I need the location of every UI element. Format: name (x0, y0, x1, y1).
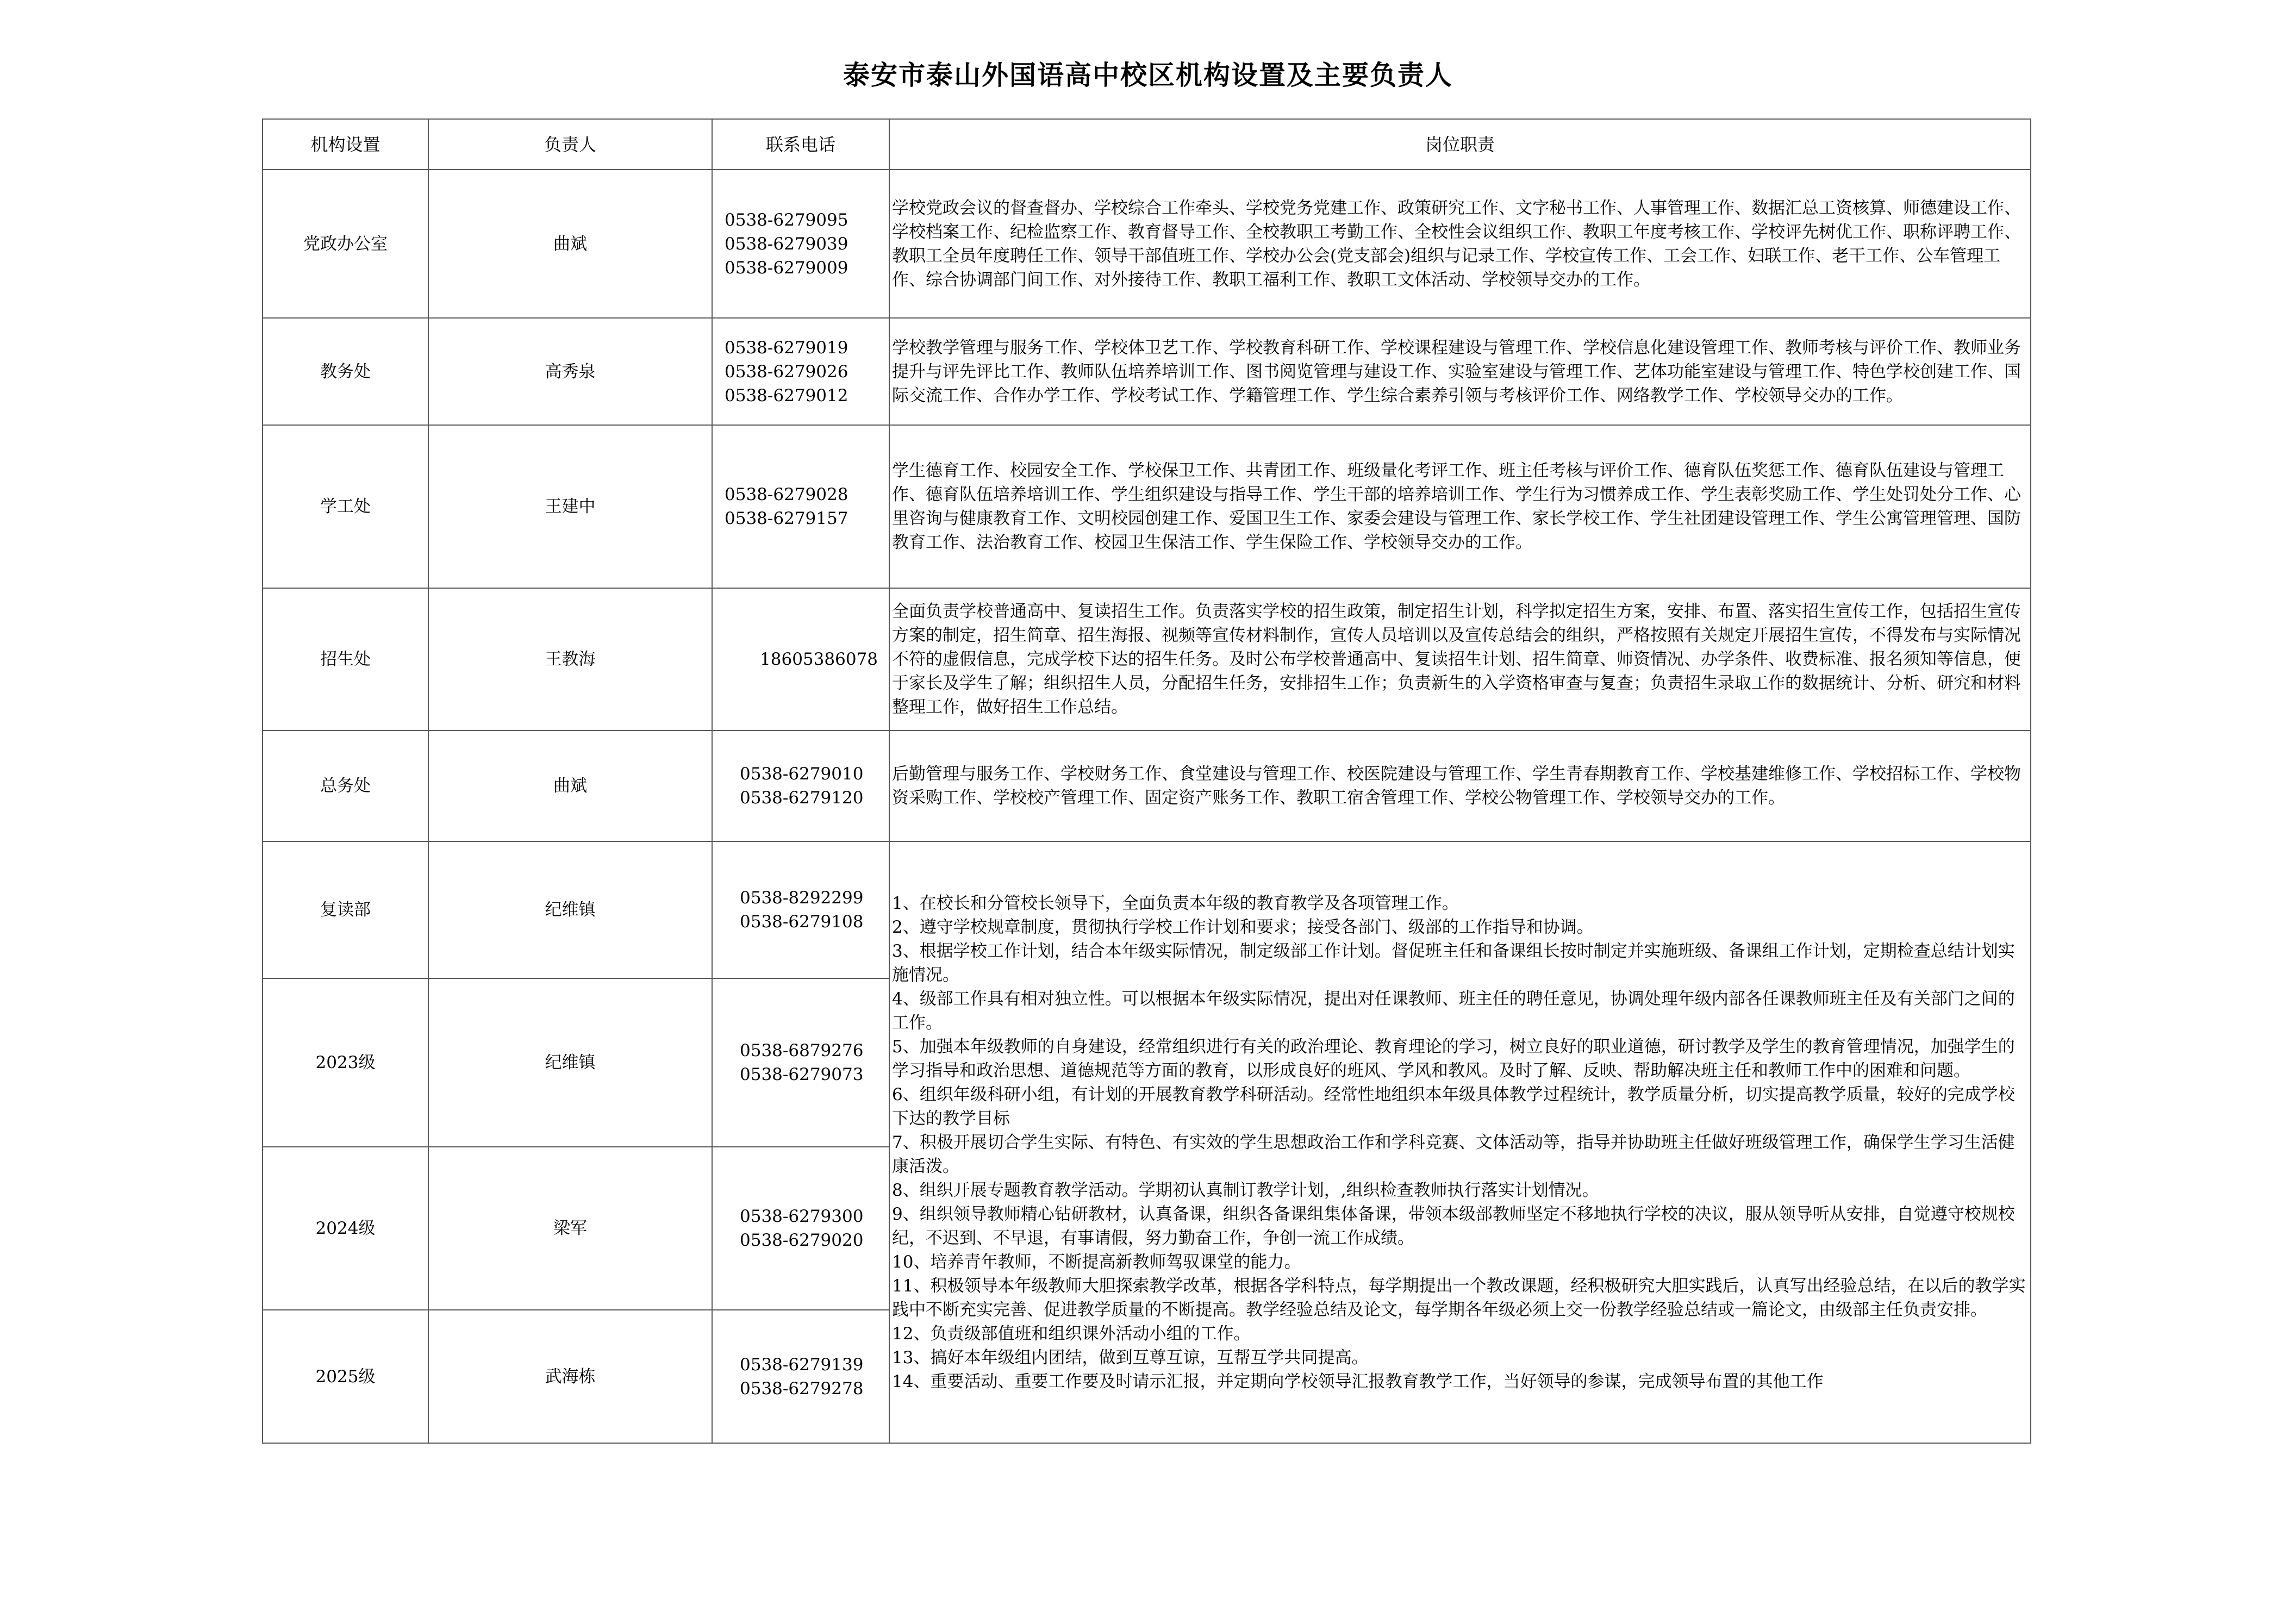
phone-number: 0538-6279095 (725, 210, 848, 230)
head-cell: 武海栋 (428, 1310, 712, 1443)
phone-number: 0538-6279028 (725, 485, 848, 504)
duty-item: 4、级部工作具有相对独立性。可以根据本年级实际情况，提出对任课教师、班主任的聘任意见，协调处理年级内部各任课教师班主任及有关部门之间的工作。 (892, 989, 2015, 1033)
duty-cell: 学生德育工作、校园安全工作、学校保卫工作、共青团工作、班级量化考评工作、班主任考核与评价工作、德育队伍奖惩工作、德育队伍建设与管理工作、德育队伍培养培训工作、学生组织建设与指导工作、学生干部的培养培训工作、学生行为习惯养成工作、学生表彰奖励工作、学生处罚处分工作、心里咨询与健康教育工作、文明校园创建工作、爱国卫生工作、家委会建设与管理工作、家长学校工作、学生社团建设管理工作、学生公寓管理管理、国防教育工作、法治教育工作、校园卫生保洁工作、学生保险工作、学校领导交办的工作。 (889, 425, 2031, 588)
phone-cell (712, 170, 889, 318)
header-phone: 联系电话 (712, 119, 889, 170)
phone-number: 0538-6279026 (725, 361, 848, 382)
phone-number: 0538-6279020 (740, 1231, 864, 1250)
duty-item: 2、遵守学校规章制度，贯彻执行学校工作计划和要求；接受各部门、级部的工作指导和协调。 (892, 917, 1594, 937)
phone-cell (712, 731, 889, 841)
duty-item: 9、组织领导教师精心钻研教材，认真备课，组织各备课组集体备课，带领本级部教师坚定不移地执行学校的决议，服从领导听从安排，自觉遵守校规校纪，不迟到、不早退，有事请假，努力勤奋工作，争创一流工作成绩。 (892, 1204, 2015, 1248)
duty-item: 6、组织年级科研小组，有计划的开展教育教学科研活动。经常性地组织本年级具体教学过程统计，教学质量分析，切实提高教学质量，较好的完成学校下达的教学目标 (892, 1084, 2015, 1128)
phone-number: 0538-6279019 (725, 338, 848, 358)
duty-item: 13、搞好本年级组内团结，做到互尊互谅，互帮互学共同提高。 (892, 1347, 1369, 1368)
duty-item: 3、根据学校工作计划，结合本年级实际情况，制定级部工作计划。督促班主任和备课组长按时制定并实施班级、备课组工作计划，定期检查总结计划实施情况。 (892, 941, 2015, 985)
phone-number: 0538-6279120 (740, 788, 864, 808)
duty-cell: 学校党政会议的督查督办、学校综合工作牵头、学校党务党建工作、政策研究工作、文字秘书工作、人事管理工作、数据汇总工资核算、师德建设工作、学校档案工作、纪检监察工作、教育督导工作、全校教职工考勤工作、全校性会议组织工作、教职工年度考核工作、学校评先树优工作、职称评聘工作、教职工全员年度聘任工作、领导干部值班工作、学校办公会(党支部会)组织与记录工作、学校宣传工作、工会工作、妇联工作、老干工作、公车管理工作、综合协调部门间工作、对外接待工作、教职工福利工作、教职工文体活动、学校领导交办的工作。 (889, 170, 2031, 318)
dept-cell: 学工处 (263, 425, 428, 588)
dept-cell: 复读部 (263, 841, 428, 978)
dept-cell: 2024级 (263, 1147, 428, 1310)
duty-cell: 学校教学管理与服务工作、学校体卫艺工作、学校教育科研工作、学校课程建设与管理工作、学校信息化建设管理工作、教师考核与评价工作、教师业务提升与评先评比工作、教师队伍培养培训工作、图书阅览管理与建设工作、实验室建设与管理工作、艺体功能室建设与管理工作、特色学校创建工作、国际交流工作、合作办学工作、学校考试工作、学籍管理工作、学生综合素养引领与考核评价工作、网络教学工作、学校领导交办的工作。 (889, 318, 2031, 425)
phone-cell (712, 841, 889, 978)
header-row (263, 119, 2031, 170)
duty-item: 10、培养青年教师，不断提高新教师驾驭课堂的能力。 (892, 1252, 1301, 1272)
duty-item: 8、组织开展专题教育教学活动。学期初认真制订教学计划，,组织检查教师执行落实计划情况。 (892, 1180, 1599, 1200)
phone-number: 0538-8292299 (740, 888, 864, 908)
dept-cell: 2023级 (263, 978, 428, 1147)
phone-number: 0538-6279039 (725, 234, 848, 254)
phone-cell (712, 318, 889, 425)
head-cell: 王教海 (428, 588, 712, 731)
duty-cell: 全面负责学校普通高中、复读招生工作。负责落实学校的招生政策，制定招生计划，科学拟定招生方案，安排、布置、落实招生宣传工作，包括招生宣传方案的制定，招生简章、招生海报、视频等宣传材料制作，宣传人员培训以及宣传总结会的组织，严格按照有关规定开展招生宣传，不得发布与实际情况不符的虚假信息，完成学校下达的招生任务。及时公布学校普通高中、复读招生计划、招生简章、师资情况、办学条件、收费标准、报名须知等信息，便于家长及学生了解；组织招生人员，分配招生任务，安排招生工作；负责新生的入学资格审查与复查；负责招生录取工作的数据统计、分析、研究和材料整理工作，做好招生工作总结。 (889, 588, 2031, 731)
phone-number: 0538-6279139 (740, 1354, 864, 1375)
dept-cell: 教务处 (263, 318, 428, 425)
duty-item: 12、负责级部值班和组织课外活动小组的工作。 (892, 1324, 1251, 1344)
dept-cell: 总务处 (263, 731, 428, 841)
table-row (263, 425, 2031, 588)
head-cell: 王建中 (428, 425, 712, 588)
table-row (263, 170, 2031, 318)
org-table (262, 118, 2031, 1444)
shared-duty-cell (889, 841, 2031, 1443)
phone-cell (712, 978, 889, 1147)
duty-item: 7、积极开展切合学生实际、有特色、有实效的学生思想政治工作和学科竞赛、文体活动等，指导并协助班主任做好班级管理工作，确保学生学习生活健康活泼。 (892, 1132, 2015, 1176)
header-head: 负责人 (428, 119, 712, 170)
duty-item: 11、积极领导本年级教师大胆探索教学改革，根据各学科特点，每学期提出一个教改课题，经积极研究大胆实践后，认真写出经验总结，在以后的教学实践中不断充实完善、促进教学质量的不断提高。教学经验总结及论文，每学期各年级必须上交一份教学经验总结或一篇论文，由级部主任负责安排。 (892, 1276, 2026, 1320)
dept-cell: 党政办公室 (263, 170, 428, 318)
table-row (263, 731, 2031, 841)
dept-cell: 招生处 (263, 588, 428, 731)
phone-number: 0538-6279010 (740, 764, 864, 784)
phone-number: 0538-6279012 (725, 385, 848, 405)
phone-number: 0538-6279278 (740, 1378, 864, 1399)
header-dept: 机构设置 (263, 119, 428, 170)
phone-number: 18605386078 (760, 650, 878, 669)
table-row (263, 318, 2031, 425)
phone-number: 0538-6279009 (725, 258, 848, 278)
duty-item: 1、在校长和分管校长领导下，全面负责本年级的教育教学及各项管理工作。 (892, 893, 1459, 913)
head-cell: 曲斌 (428, 170, 712, 318)
phone-number: 0538-6279108 (740, 912, 864, 932)
phone-number: 0538-6279300 (740, 1207, 864, 1226)
head-cell: 高秀泉 (428, 318, 712, 425)
table-row (263, 588, 2031, 731)
phone-cell (712, 1147, 889, 1310)
table-row (263, 841, 2031, 978)
phone-number: 0538-6279073 (740, 1065, 864, 1084)
duty-item: 14、重要活动、重要工作要及时请示汇报，并定期向学校领导汇报教育教学工作，当好领导的参谋，完成领导布置的其他工作 (892, 1371, 1824, 1391)
page-title: 泰安市泰山外国语高中校区机构设置及主要负责人 (843, 59, 1453, 91)
duty-item: 5、加强本年级教师的自身建设，经常组织进行有关的政治理论、教育理论的学习，树立良好的职业道德，研讨教学及学生的教育管理情况，加强学生的学习指导和政治思想、道德规范等方面的教育，以形成良好的班风、学风和教风。及时了解、反映、帮助解决班主任和教师工作中的困难和问题。 (892, 1037, 2015, 1081)
head-cell: 梁军 (428, 1147, 712, 1310)
phone-number: 0538-6879276 (740, 1041, 864, 1060)
dept-cell: 2025级 (263, 1310, 428, 1443)
phone-cell (712, 588, 889, 731)
head-cell: 曲斌 (428, 731, 712, 841)
phone-cell (712, 1310, 889, 1443)
header-duty: 岗位职责 (889, 119, 2031, 170)
phone-cell (712, 425, 889, 588)
phone-number: 0538-6279157 (725, 509, 848, 528)
duty-cell: 后勤管理与服务工作、学校财务工作、食堂建设与管理工作、校医院建设与管理工作、学生青春期教育工作、学校基建维修工作、学校招标工作、学校物资采购工作、学校校产管理工作、固定资产账务工作、教职工宿舍管理工作、学校公物管理工作、学校领导交办的工作。 (889, 731, 2031, 841)
head-cell: 纪维镇 (428, 978, 712, 1147)
head-cell: 纪维镇 (428, 841, 712, 978)
